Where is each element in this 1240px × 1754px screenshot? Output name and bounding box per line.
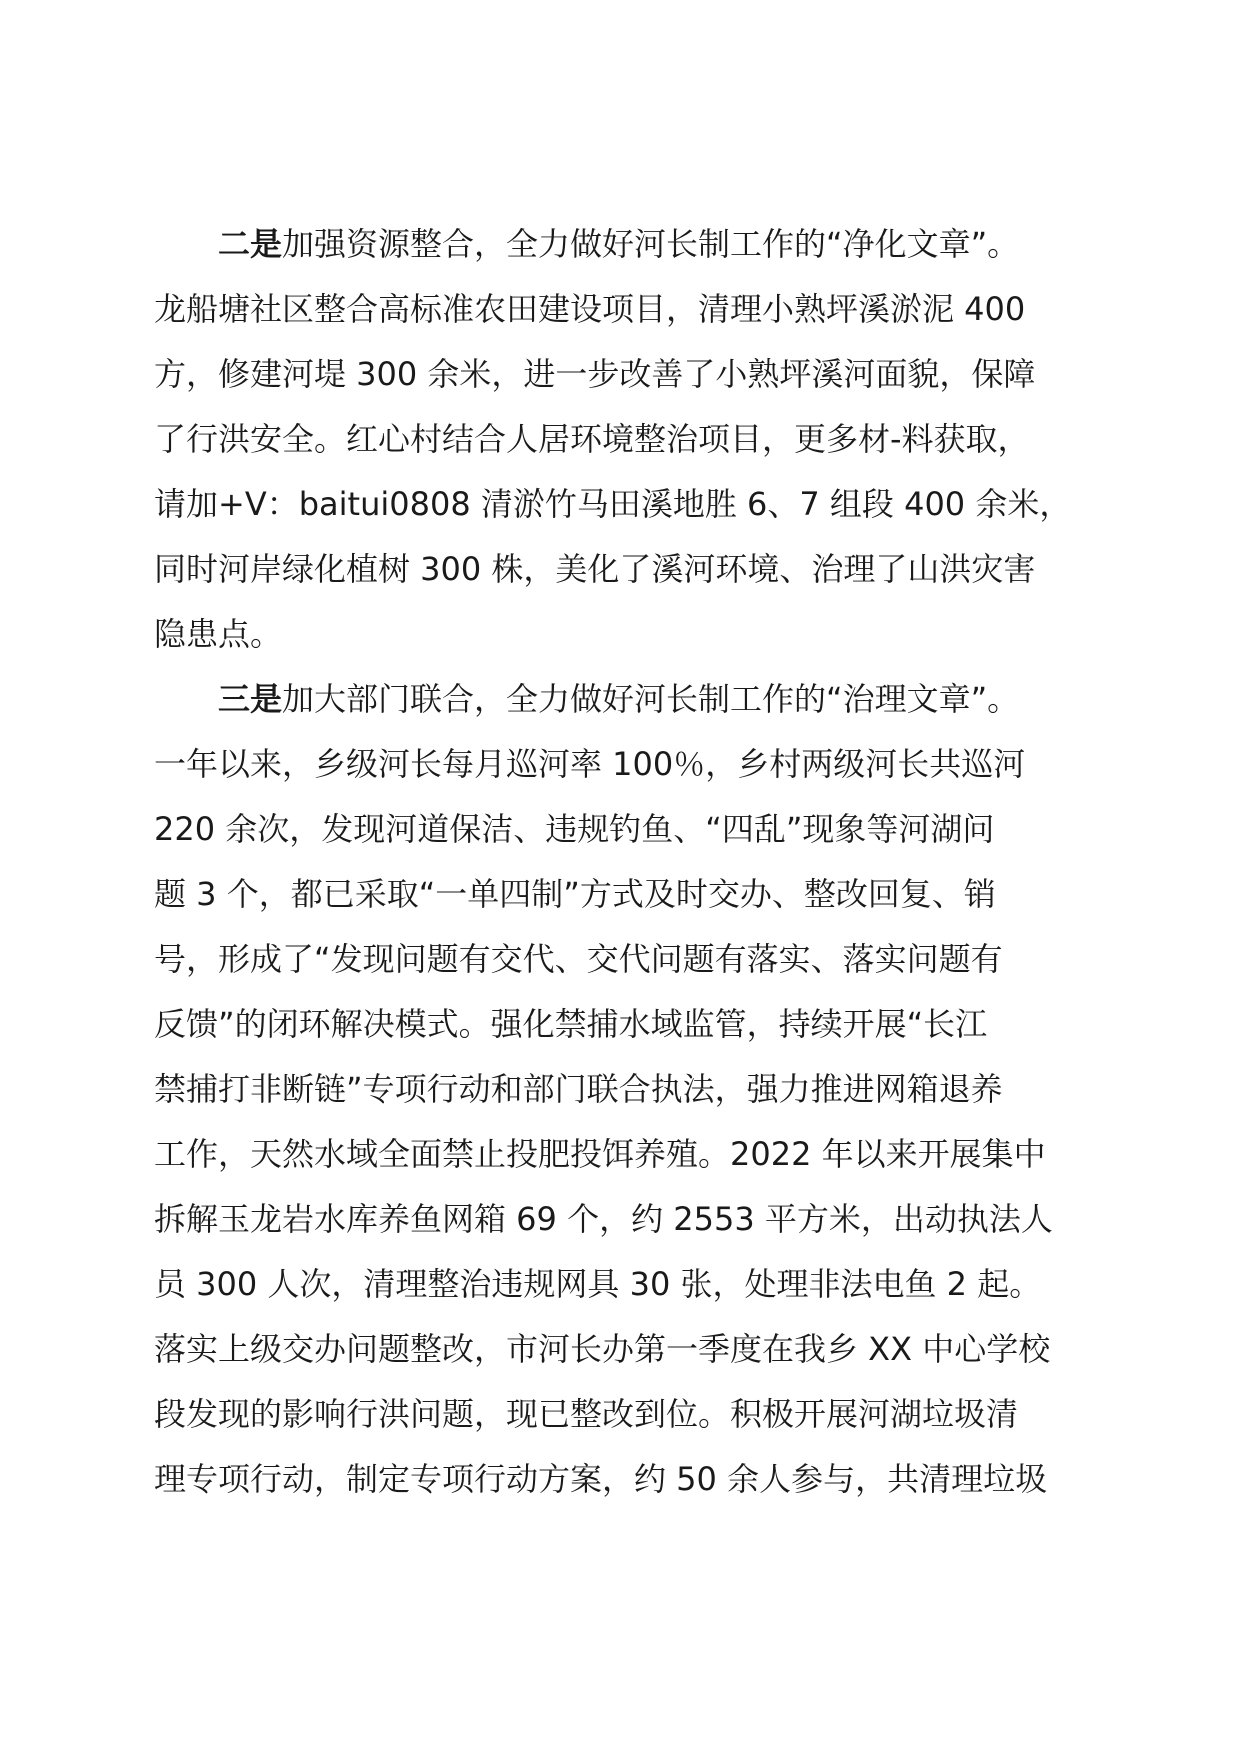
paragraph-line: 员 300 人次，清理整治违规网具 30 张，处理非法电鱼 2 起。 [154, 1265, 1042, 1303]
paragraph-line: 反馈”的闭环解决模式。强化禁捕水域监管，持续开展“长江 [154, 1005, 988, 1043]
paragraph-lead: 二是 [218, 225, 283, 263]
paragraph-line: 禁捕打非断链”专项行动和部门联合执法，强力推进网箱退养 [154, 1070, 1003, 1108]
paragraph-line: 了行洪安全。红心村结合人居环境整治项目，更多材-料获取， [154, 420, 1030, 458]
paragraph-line: 号，形成了“发现问题有交代、交代问题有落实、落实问题有 [154, 940, 1003, 978]
paragraph-line: 工作，天然水域全面禁止投肥投饵养殖。2022 年以来开展集中 [154, 1135, 1046, 1173]
paragraph-lead: 三是 [218, 680, 283, 718]
paragraph-line: 段发现的影响行洪问题，现已整改到位。积极开展河湖垃圾清 [154, 1395, 1019, 1433]
paragraph-resource-integration [154, 212, 1094, 667]
paragraph-line: 落实上级交办问题整改，市河长办第一季度在我乡 XX 中心学校 [154, 1330, 1051, 1368]
line-text: 加强资源整合，全力做好河长制工作的“净化文章”。 [282, 225, 1020, 263]
paragraph-line [154, 667, 1094, 732]
paragraph-line: 龙船塘社区整合高标准农田建设项目，清理小熟坪溪淤泥 400 [154, 290, 1026, 328]
paragraph-line: 方，修建河堤 300 余米，进一步改善了小熟坪溪河面貌，保障 [154, 355, 1036, 393]
paragraph-line: 请加+V：baitui0808 清淤竹马田溪地胜 6、7 组段 400 余米， [154, 485, 1072, 523]
paragraph-department-cooperation [154, 667, 1094, 1512]
paragraph-line: 同时河岸绿化植树 300 株，美化了溪河环境、治理了山洪灾害 [154, 550, 1036, 588]
document-page [154, 212, 1094, 1512]
paragraph-line: 一年以来，乡级河长每月巡河率 100％，乡村两级河长共巡河 [154, 745, 1026, 783]
paragraph-line: 隐患点。 [154, 615, 283, 653]
paragraph-line: 拆解玉龙岩水库养鱼网箱 69 个，约 2553 平方米，出动执法人 [154, 1200, 1053, 1238]
paragraph-line: 题 3 个，都已采取“一单四制”方式及时交办、整改回复、销 [154, 875, 996, 913]
line-text: 加大部门联合，全力做好河长制工作的“治理文章”。 [282, 680, 1020, 718]
paragraph-line: 220 余次，发现河道保洁、违规钓鱼、“四乱”现象等河湖问 [154, 810, 995, 848]
paragraph-line: 理专项行动，制定专项行动方案，约 50 余人参与，共清理垃圾 [154, 1460, 1048, 1498]
paragraph-line [154, 212, 1094, 277]
